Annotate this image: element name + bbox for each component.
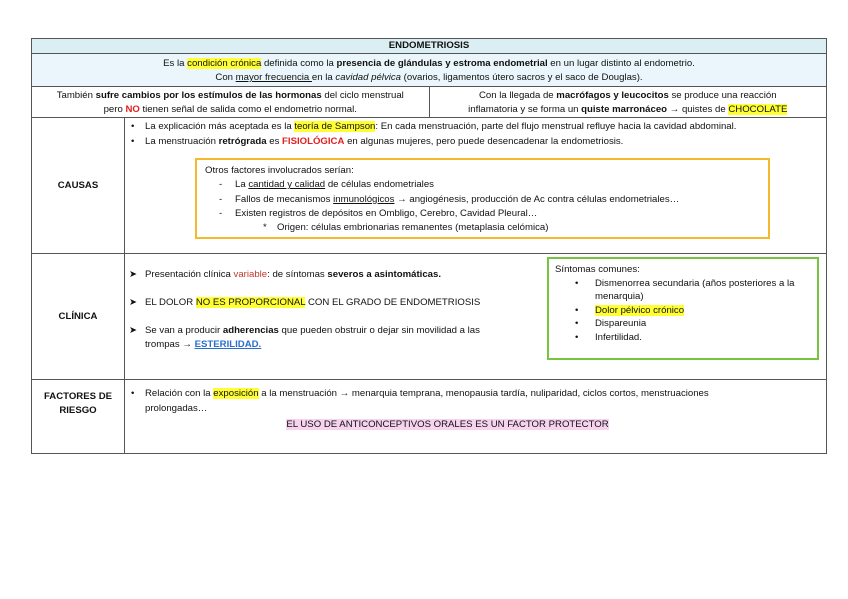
list-item	[205, 193, 760, 207]
text: Existen registros de depósitos en Ombligo, Cerebro, Cavidad Pleural…	[235, 207, 538, 219]
list-item	[129, 296, 549, 310]
dash-icon: -	[219, 207, 223, 219]
bullet-icon: •	[575, 318, 579, 330]
highlight-chocolate: CHOCOLATE	[728, 104, 788, 115]
factores-content	[125, 380, 826, 453]
box-heading: Otros factores involucrados serían:	[205, 165, 354, 176]
text: (ovarios, ligamentos útero sacros y el saco de Douglas).	[401, 72, 643, 83]
bullet-icon: •	[575, 331, 579, 343]
text: → angiogénesis, producción de Ac contra células endometriales…	[394, 193, 680, 205]
italic-cavidad-pelvica: cavidad pélvica	[335, 72, 402, 83]
text: de células endometriales	[325, 179, 434, 191]
causas-section	[32, 117, 826, 253]
text: trompas →	[145, 339, 195, 350]
causas-label: CAUSAS	[32, 118, 125, 253]
list-item	[205, 178, 760, 192]
bullet-icon: •	[575, 304, 579, 316]
esterilidad-link[interactable]: ESTERILIDAD.	[194, 339, 262, 350]
text: Es la	[163, 58, 188, 69]
text: es	[266, 135, 283, 147]
list-item	[555, 304, 811, 318]
text: La explicación más aceptada es la	[145, 121, 295, 132]
arrow-icon: →	[667, 104, 682, 115]
text: prolongadas…	[145, 402, 208, 414]
left-note-line-2	[32, 103, 429, 117]
protector-line	[69, 419, 826, 430]
sintomas-box	[547, 257, 819, 360]
highlight-no-proporcional: NO ES PROPORCIONAL	[195, 297, 306, 308]
label-line: RIESGO	[59, 405, 97, 416]
text: También	[56, 90, 96, 101]
bullet-icon: •	[575, 277, 579, 289]
list-item	[129, 324, 549, 352]
text: Se van a producir	[145, 325, 223, 336]
list-item	[129, 268, 549, 282]
intro-line-1	[32, 57, 826, 71]
factores-section	[32, 379, 826, 453]
highlight-condicion-cronica: condición crónica	[187, 58, 262, 69]
text: pero	[103, 104, 126, 115]
clinica-list	[129, 258, 549, 352]
red-fisiologica: FISIOLÓGICA	[282, 135, 345, 147]
text: quistes de	[681, 104, 729, 115]
highlight-exposicion: exposición	[213, 388, 259, 399]
text: : de síntomas	[267, 269, 328, 280]
text: Origen: células embrionarias remanentes (metaplasia celómica)	[277, 222, 549, 234]
list-item	[555, 331, 811, 345]
clinica-label: CLÍNICA	[32, 254, 125, 379]
arrow-bullet-icon: ➤	[129, 325, 138, 336]
list-item	[555, 317, 811, 331]
bold-presencia: presencia de glándulas y estroma endometrial	[336, 58, 548, 69]
box-heading: Síntomas comunes:	[555, 264, 640, 275]
highlight-dolor-pelvico: Dolor pélvico crónico	[595, 304, 685, 316]
otros-factores-box	[195, 158, 770, 239]
bold-text: severos a asintomáticas.	[327, 269, 441, 280]
highlight-teoria-sampson: teoría de Sampson	[294, 121, 376, 132]
text: tienen señal de salida como el endometrio normal.	[139, 104, 357, 115]
text: en un lugar distinto al endometrio.	[547, 58, 695, 69]
red-variable: variable	[233, 269, 268, 280]
text: que pueden obstruir o dejar sin movilidad a las	[278, 325, 480, 336]
text: a la menstruación → menarquia temprana, menopausia tardía, nuliparidad, ciclos cortos, menstruaciones	[258, 388, 709, 399]
page-title: ENDOMETRIOSIS	[388, 40, 470, 51]
left-note	[32, 87, 430, 117]
causas-bullets	[129, 120, 826, 149]
text: del ciclo menstrual	[321, 90, 404, 101]
text: EL DOLOR	[145, 297, 196, 308]
text: : En cada menstruación, parte del flujo menstrual refluye hacia la cavidad abdominal.	[375, 121, 737, 132]
clinica-section	[32, 253, 826, 379]
factores-label	[32, 380, 125, 453]
asterisk-icon: *	[263, 222, 267, 234]
text: La menstruación	[145, 135, 219, 147]
endometriosis-table	[31, 38, 827, 454]
bold-text: macrófagos y leucocitos	[556, 90, 669, 101]
dash-icon: -	[219, 179, 223, 191]
list-item	[129, 387, 826, 416]
text: CON EL GRADO DE ENDOMETRIOSIS	[305, 297, 481, 308]
text: en algunas mujeres, pero puede desencadenar la endometriosis.	[344, 135, 624, 147]
split-row	[32, 86, 826, 117]
dash-icon: -	[219, 193, 223, 205]
text: La	[235, 179, 249, 191]
arrow-bullet-icon: ➤	[129, 297, 138, 308]
intro-line-2	[32, 71, 826, 85]
underline-text: cantidad y calidad	[248, 179, 326, 191]
text: Relación con la	[145, 388, 214, 399]
bullet-icon: •	[131, 121, 135, 132]
bold-text: adherencias	[222, 325, 279, 336]
bullet-icon: •	[131, 388, 135, 399]
label-line: FACTORES DE	[43, 391, 113, 402]
text: Dismenorrea secundaria (años posteriores a la menarquia)	[595, 277, 795, 303]
otros-factores-list	[205, 178, 760, 221]
bold-text: retrógrada	[218, 135, 267, 147]
sintomas-list	[555, 277, 811, 345]
text: Con la llegada de	[478, 90, 557, 101]
text: Infertilidad.	[595, 331, 642, 343]
arrow-bullet-icon: ➤	[129, 269, 138, 280]
underline-text: inmunológicos	[333, 193, 395, 205]
text: Con	[215, 72, 236, 83]
factores-bullets	[129, 387, 826, 416]
list-item	[129, 120, 826, 135]
text: definida como la	[261, 58, 337, 69]
bullet-icon: •	[131, 135, 135, 147]
clinica-content	[125, 254, 826, 379]
text: en la	[311, 72, 336, 83]
protector-note: EL USO DE ANTICONCEPTIVOS ORALES ES UN FACTOR PROTECTOR	[286, 419, 609, 430]
left-note-line-1	[32, 89, 429, 103]
text: Fallos de mecanismos	[235, 193, 334, 205]
right-note	[430, 87, 827, 117]
causas-content	[125, 118, 826, 253]
bold-text: quiste marronáceo	[581, 104, 668, 115]
right-note-line-2	[430, 103, 827, 117]
intro-row	[32, 53, 826, 86]
text: inflamatoria y se forma un	[468, 104, 582, 115]
list-item	[205, 221, 760, 235]
text: Dispareunia	[595, 318, 647, 330]
text: se produce una reacción	[668, 90, 777, 101]
right-note-line-1	[430, 89, 827, 103]
list-item	[555, 277, 811, 304]
red-no: NO	[125, 104, 140, 115]
list-item	[205, 207, 760, 221]
text: Presentación clínica	[145, 269, 234, 280]
underline-mayor-frecuencia: mayor frecuencia	[235, 72, 312, 83]
list-item	[129, 135, 826, 150]
title-row	[32, 39, 826, 53]
bold-text: sufre cambios por los estímulos de las hormonas	[95, 90, 322, 101]
